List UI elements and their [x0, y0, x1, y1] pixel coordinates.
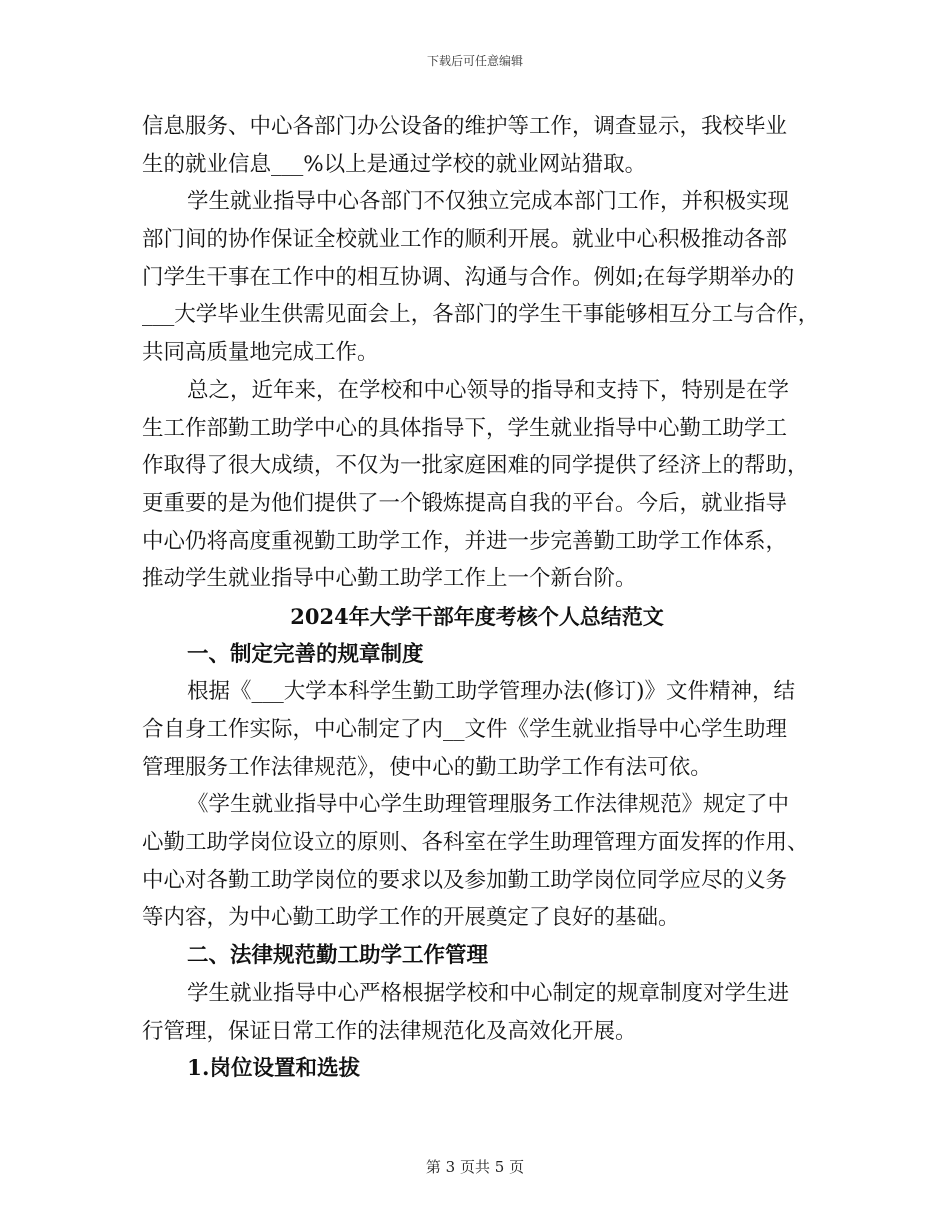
paragraph-line: 作取得了很大成绩，不仅为一批家庭困难的同学提供了经济上的帮助， [142, 453, 809, 479]
paragraph-line: ___大学毕业生供需见面会上，各部门的学生干事能够相互分工与合作， [142, 302, 820, 328]
section-heading: 二、法律规范勤工助学工作管理 [187, 943, 489, 969]
paragraph-line: 共同高质量地完成工作。 [142, 340, 379, 366]
document-title: 2024年大学干部年度考核个人总结范文 [290, 603, 664, 629]
paragraph-line: 合自身工作实际，中心制定了内__文件《学生就业指导中心学生助理 [142, 717, 788, 742]
paragraph-line: 行管理，保证日常工作的法律规范化及高效化开展。 [142, 1018, 637, 1044]
paragraph-line: 生的就业信息___%以上是通过学校的就业网站猎取。 [142, 151, 647, 177]
paragraph-line: 心勤工助学岗位设立的原则、各科室在学生助理管理方面发挥的作用、 [142, 830, 809, 856]
paragraph-line: 等内容，为中心勤工助学工作的开展奠定了良好的基础。 [142, 905, 680, 931]
paragraph-line: 中心仍将高度重视勤工助学工作，并进一步完善勤工助学工作体系， [142, 528, 788, 554]
paragraph-line: 信息服务、中心各部门办公设备的维护等工作，调查显示，我校毕业 [142, 114, 788, 139]
paragraph-line: 根据《___大学本科学生勤工助学管理办法(修订)》文件精神，结 [187, 679, 796, 705]
page-header: 下载后可任意编辑 [426, 54, 523, 68]
paragraph-line: 学生就业指导中心各部门不仅独立完成本部门工作，并积极实现 [187, 189, 790, 215]
paragraph-line: 学生就业指导中心严格根据学校和中心制定的规章制度对学生进 [187, 980, 790, 1006]
paragraph-line: 更重要的是为他们提供了一个锻炼提高自我的平台。今后，就业指导 [142, 490, 788, 516]
paragraph-line: 生工作部勤工助学中心的具体指导下，学生就业指导中心勤工助学工 [142, 415, 788, 441]
section-heading: 一、制定完善的规章制度 [187, 641, 424, 667]
paragraph-line: 门学生干事在工作中的相互协调、沟通与合作。例如;在每学期举办的 [142, 264, 795, 290]
paragraph-line: 总之，近年来，在学校和中心领导的指导和支持下，特别是在学 [187, 377, 790, 403]
paragraph-line: 《学生就业指导中心学生助理管理服务工作法律规范》规定了中 [187, 792, 790, 818]
document-body [142, 108, 820, 1088]
paragraph-line: 推动学生就业指导中心勤工助学工作上一个新台阶。 [142, 566, 637, 592]
paragraph-line: 管理服务工作法律规范》，使中心的勤工助学工作有法可依。 [142, 754, 712, 780]
paragraph-line: 部门间的协作保证全校就业工作的顺利开展。就业中心积极推动各部 [142, 227, 788, 253]
paragraph-line: 中心对各勤工助学岗位的要求以及参加勤工助学岗位同学应尽的义务 [142, 867, 788, 893]
subsection-heading: 1.岗位设置和选拔 [187, 1056, 360, 1082]
page-footer: 第 3 页共 5 页 [425, 1158, 525, 1176]
